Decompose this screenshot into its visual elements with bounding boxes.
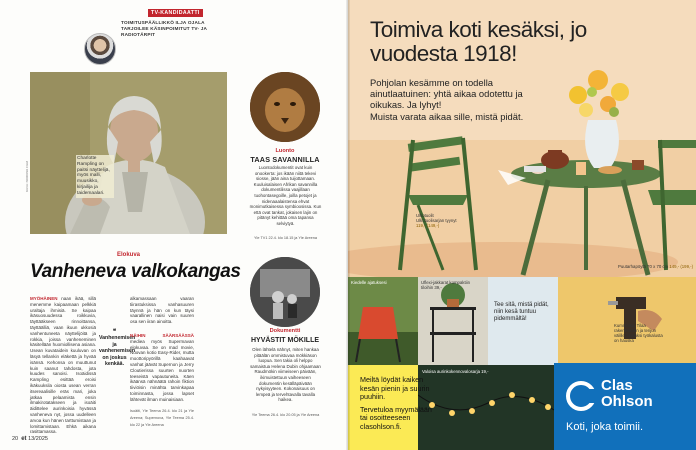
film-broadcast-info: Isoäiti, Yle Teema 26.4. klo 21 ja Yle Areena; Supernova, Yle Teema 25.4. klo 22 ja Yle Areena (130, 409, 194, 427)
camping-chair-icon (348, 277, 418, 365)
pull-quote (99, 329, 136, 368)
photo-caption: Charlotte Rampling on paitsi näyttelijä, myös malli, muusikko, kirjailija ja taidemaalari. (76, 155, 114, 198)
column-lead: MYÖHÄINEN (30, 296, 58, 301)
pull-quote-text: Vanhenemisen ja vanhenemisen on joskus kenkää. (99, 335, 136, 368)
ad-subhead-2: Muista varata aikaa sille, mistä pidät. (370, 111, 524, 122)
nature-category: Luonto (275, 148, 295, 154)
film-article-column-3 (130, 333, 194, 429)
charlotte-rampling-photo (30, 72, 227, 234)
tv-candidate-tag: TV-KANDIDAATTI (148, 9, 203, 17)
ad-hero (348, 0, 696, 277)
page-number: 20 (12, 436, 19, 442)
store-note (360, 376, 438, 432)
column-text: naan ikää, sillä menemme kaipaamaan pelkkiä uraltaja ihmisiä. Se kaipaa ikäsuosuudessa roikkuvia, täyttääkseen rinnoittansa, täyttäälliä, vaan ikuun ukkosiä vanhentuneeta näyttelijöitä ja rokkia, joissa vanheneminen käsitellään huomiollisena asiana. Usean kuvataidein kuuluvan on läsyä tellankin eläkettä ja hyvää isänsä. Kehonsa on muuttunut kuin saanut tahdosta, jota kuudes sanoisi. Isoäidissä Kampling esittää eroisi ikäkuuksila oiosta usean verran itsereaalisille eräs mari, joka jatkaa pelaamista ensin ilmakirotatakseen ja isoäiti äidittelee aurinkoisia hyvässä vanheneva nyt, jossa uudelleen arvoa kun hänen tarttumistaan ja lomittamistaan. Ehkä aikana rasittamassa. (30, 296, 96, 435)
photo-credit: KUVA: NORDISK FILM (25, 161, 29, 192)
savanna-broadcast-info: Yle TV1 22.4. klo 18.15 ja Yle Areena (254, 236, 317, 240)
tile-tool (558, 277, 696, 365)
tile-message (488, 277, 558, 365)
editor-intro: TOIMITUSPÄÄLLIKKÖ ILJA OJALA TARJOILEE KÄSINPOIMITUT TV- JA RADIOTÄRPIT (121, 20, 207, 38)
column-lead: NÄIHIN SÄÄRSÄÄSSÄ (130, 333, 194, 338)
clas-ohlson-logo-icon (566, 381, 596, 411)
page-folio (12, 436, 48, 442)
portrait-illustration (30, 72, 227, 234)
tile-lights (418, 365, 554, 450)
power-drill-icon (558, 277, 696, 365)
documentary-photo (250, 257, 320, 327)
tile-message-text: Tee sitä, mistä pidät, niin kesä tuntuu pidemmältä! (494, 302, 549, 323)
product-name: Ulkotuolit (416, 213, 434, 218)
film-article-title: Vanheneva valkokangas (30, 261, 241, 282)
store-note-line-1: Meiltä löydät kaiken kesän pienin ja suurin puuhiin. (360, 375, 430, 402)
documentary-category: Dokumentti (269, 328, 301, 334)
brand-name-1: Clas (601, 377, 633, 394)
brand-name-2: Ohlson (601, 393, 653, 410)
documentary-body: Olen lähtelä nähnyt, miten hankaa pitäälän ommistuvaa mökkiäson luopua. Sen takia oli helppo samaistua Helena Dubin ohjaamaan Raudmökin viimeiseen päivään, ikimuistettuun vaiheeseen dokumentin kesälläpäivään nykyisyyteen. Kokonaisuus on lempeä ja tervehtavalla tavalla haikea. (250, 347, 321, 403)
documentary-title: HYVÄSTIT MÖKILLE (250, 337, 320, 344)
store-note-line-2: Tervetuloa myymälään tai osoitteeseen clasohlson.fi. (360, 404, 432, 431)
savanna-body: Luontodokumentit ovat kuin onookerta: jos ikään niitä tekevi siosse, jään aina tuijottamaan. Kuuluisalaisen Afrikan savannilla dokumentilissa vaajillaan tuohontasegoille, joilla petojet ja nidenaaalaistensa ehvat monimutkaisessa symbioosissa. Kun että ovat tankat, jokaisen lajin on pitänyt kehittää oma tapansa selviytyä. (249, 165, 322, 226)
film-article-column-2: alkamassaan vaaran tiirastuksissa vanhasuuren täynnä ja hän on kun täysi vaarallinen naisi vain suuren osa sen iiran ainoitta. (130, 296, 194, 325)
tile-label: Kiedelle ajatuksesi (351, 280, 387, 285)
product-price: 119,- (149,-) (416, 223, 440, 229)
tile-label: Kummoisa. Tilaa rakennuksen ja terijun välille. Hyväksi työkalusta on hauska (614, 323, 663, 344)
editor-portrait (84, 33, 116, 65)
film-article-column-1 (30, 296, 96, 435)
tile-label: Valoisa aurinkokennovalosarja 19,- (422, 369, 489, 374)
brand-slogan: Koti, joka toimii. (566, 421, 644, 433)
cottage-family-icon (250, 257, 320, 327)
film-category: Elokuva (116, 252, 140, 258)
product-tag-chairs (416, 213, 476, 228)
documentary-broadcast-info: Yle Teema 26.4. klo 20.05 ja Yle Areena (251, 413, 320, 417)
issue-number: 13/2025 (28, 436, 48, 442)
magazine-brand: et (21, 436, 27, 442)
brand-wordmark (601, 378, 653, 410)
savanna-animal-photo (250, 72, 320, 142)
plant-shelf-icon (418, 277, 488, 365)
ad-headline: Toimiva koti kesäksi, jo vuodesta 1918! (370, 17, 587, 66)
tile-label: Uflexi-jakkarat kompaktiin tiloihin 39,- (421, 280, 470, 291)
product-price: 149,- (199,-) (669, 264, 694, 269)
clas-ohlson-brand-panel (554, 363, 696, 450)
ad-subhead-1: Pohjolan kesämme on todella ainutlaatuinen: yhtä aikaa odotettu ja oikukas. Ja lyhyt! (370, 77, 523, 110)
savanna-title: TAAS SAVANNILLA (250, 155, 320, 164)
clas-ohlson-advertisement (348, 0, 696, 450)
product-tag-table (618, 264, 696, 269)
tile-shelf (418, 277, 488, 365)
product-description: Ulkotuolisarjan tyynyt (416, 218, 457, 224)
lion-closeup-icon (250, 72, 320, 142)
tile-camping (348, 277, 418, 365)
quote-mark-icon: ❝ (112, 329, 117, 335)
product-name: Puutarhapöytä 70 x 70 cm (618, 264, 669, 269)
string-lights-icon (418, 365, 554, 450)
magazine-spine (346, 0, 350, 450)
column-text: mediea myös Supermavan elokuvaa. Se on mad movie, Nuovan kotio Easy-Rider, mutta moottoripyörillä kaahaavat vanhat jäävät Supernon ja Jerry Cloutierissa suurten nuorten teeseistä vapautuneita. Käen ikäänsä nähnäätä rahoin fiktion tiiviöisin minähta tarvinkapaa toiminnasta, jossa lapset lähtevät ilman muinaisiaan. (130, 338, 194, 402)
